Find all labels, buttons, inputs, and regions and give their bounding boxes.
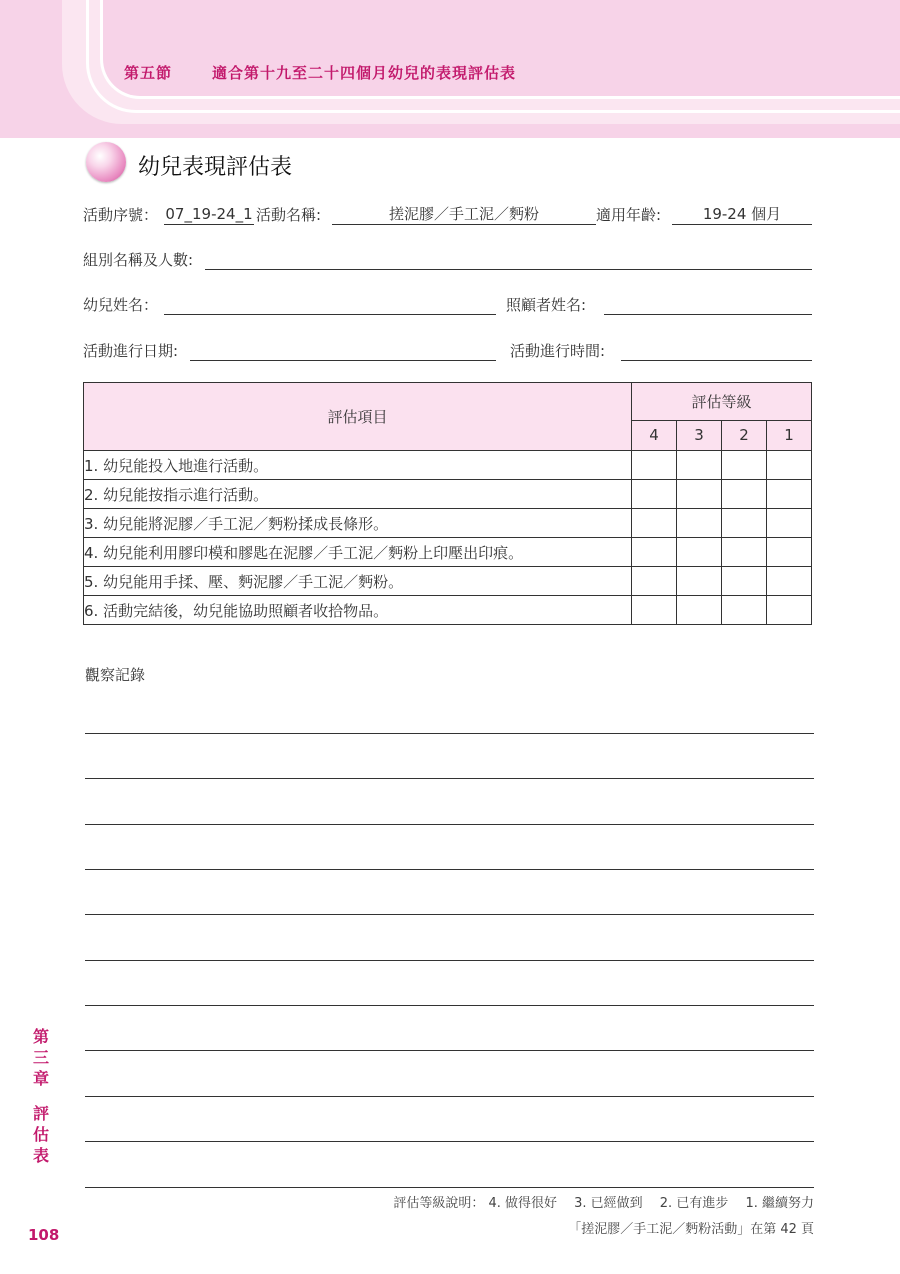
note-line[interactable] [85, 1141, 814, 1142]
table-row [84, 596, 812, 625]
chapter-name-char: 表 [32, 1146, 49, 1165]
grade-cell[interactable] [767, 509, 812, 538]
item-text: 4. 幼兒能利用膠印模和膠匙在泥膠／手工泥／麪粉上印壓出印痕。 [84, 538, 632, 567]
table-row [84, 538, 812, 567]
note-line[interactable] [85, 1050, 814, 1051]
grade-cell[interactable] [677, 451, 722, 480]
section-title: 適合第十九至二十四個月幼兒的表現評估表 [212, 64, 517, 82]
grade-header: 評估等級 [632, 383, 812, 421]
grade-cell[interactable] [632, 451, 677, 480]
activity-no-label: 活動序號： [83, 206, 159, 224]
grade-cell[interactable] [767, 538, 812, 567]
grade-cell[interactable] [632, 567, 677, 596]
grade-1-header: 1 [767, 420, 812, 450]
evaluation-table [83, 382, 812, 625]
chapter-name-char: 評 [32, 1104, 49, 1123]
age-label: 適用年齡: [596, 206, 662, 224]
grade-cell[interactable] [722, 538, 767, 567]
age-field[interactable]: 19-24 個月 [672, 204, 812, 225]
table-row [84, 451, 812, 480]
notes-title: 觀察記錄 [85, 666, 146, 684]
grade-cell[interactable] [677, 509, 722, 538]
activity-name-field[interactable]: 搓泥膠／手工泥／麪粉 [332, 204, 596, 225]
time-field[interactable] [621, 340, 812, 361]
grade-cell[interactable] [767, 567, 812, 596]
activity-name-label: 活動名稱: [256, 206, 322, 224]
table-row [84, 567, 812, 596]
table-row [84, 480, 812, 509]
note-line[interactable] [85, 733, 814, 734]
items-header: 評估項目 [84, 383, 632, 451]
page-title: 幼兒表現評估表 [138, 155, 293, 180]
note-line[interactable] [85, 1096, 814, 1097]
note-line[interactable] [85, 1187, 814, 1188]
grade-cell[interactable] [722, 509, 767, 538]
grade-3-header: 3 [677, 420, 722, 450]
note-line[interactable] [85, 824, 814, 825]
carer-name-label: 照顧者姓名: [506, 296, 587, 314]
grade-cell[interactable] [677, 596, 722, 625]
grade-cell[interactable] [722, 567, 767, 596]
grade-2-header: 2 [722, 420, 767, 450]
grade-cell[interactable] [767, 596, 812, 625]
activity-reference: 「搓泥膠／手工泥／麪粉活動」在第 42 頁 [568, 1222, 814, 1237]
grade-cell[interactable] [767, 480, 812, 509]
header-decor-inner [100, 0, 900, 99]
grade-cell[interactable] [722, 480, 767, 509]
note-line[interactable] [85, 1005, 814, 1006]
carer-name-field[interactable] [604, 294, 812, 315]
note-line[interactable] [85, 914, 814, 915]
section-label: 第五節 [124, 64, 173, 82]
grade-cell[interactable] [632, 538, 677, 567]
time-label: 活動進行時間: [510, 342, 606, 360]
item-text: 3. 幼兒能將泥膠／手工泥／麪粉揉成長條形。 [84, 509, 632, 538]
note-line[interactable] [85, 778, 814, 779]
page-number: 108 [28, 1226, 60, 1244]
grade-4-header: 4 [632, 420, 677, 450]
chapter-char: 三 [32, 1048, 49, 1067]
child-name-field[interactable] [164, 294, 496, 315]
chapter-char: 章 [32, 1069, 49, 1088]
grade-cell[interactable] [632, 509, 677, 538]
grade-cell[interactable] [722, 451, 767, 480]
grade-cell[interactable] [677, 538, 722, 567]
child-name-label: 幼兒姓名： [83, 296, 159, 314]
chapter-name-char: 估 [32, 1125, 49, 1144]
item-text: 1. 幼兒能投入地進行活動。 [84, 451, 632, 480]
grade-cell[interactable] [677, 480, 722, 509]
item-text: 6. 活動完結後，幼兒能協助照顧者收拾物品。 [84, 596, 632, 625]
chapter-side-tab [30, 1026, 52, 1166]
item-text: 5. 幼兒能用手揉、壓、麪泥膠／手工泥／麪粉。 [84, 567, 632, 596]
chapter-char: 第 [32, 1027, 49, 1046]
note-line[interactable] [85, 960, 814, 961]
group-field[interactable] [205, 249, 812, 270]
group-label: 組別名稱及人數: [83, 251, 194, 269]
grade-cell[interactable] [632, 596, 677, 625]
grade-legend: 評估等級說明： 4. 做得很好 3. 已經做到 2. 已有進步 1. 繼續努力 [393, 1196, 814, 1211]
date-field[interactable] [190, 340, 496, 361]
table-row [84, 509, 812, 538]
grade-cell[interactable] [632, 480, 677, 509]
pearl-bullet-icon [86, 142, 126, 182]
date-label: 活動進行日期: [83, 342, 179, 360]
grade-cell[interactable] [767, 451, 812, 480]
activity-no-field[interactable]: 07_19-24_1 [165, 205, 253, 223]
note-line[interactable] [85, 869, 814, 870]
grade-cell[interactable] [677, 567, 722, 596]
item-text: 2. 幼兒能按指示進行活動。 [84, 480, 632, 509]
grade-cell[interactable] [722, 596, 767, 625]
